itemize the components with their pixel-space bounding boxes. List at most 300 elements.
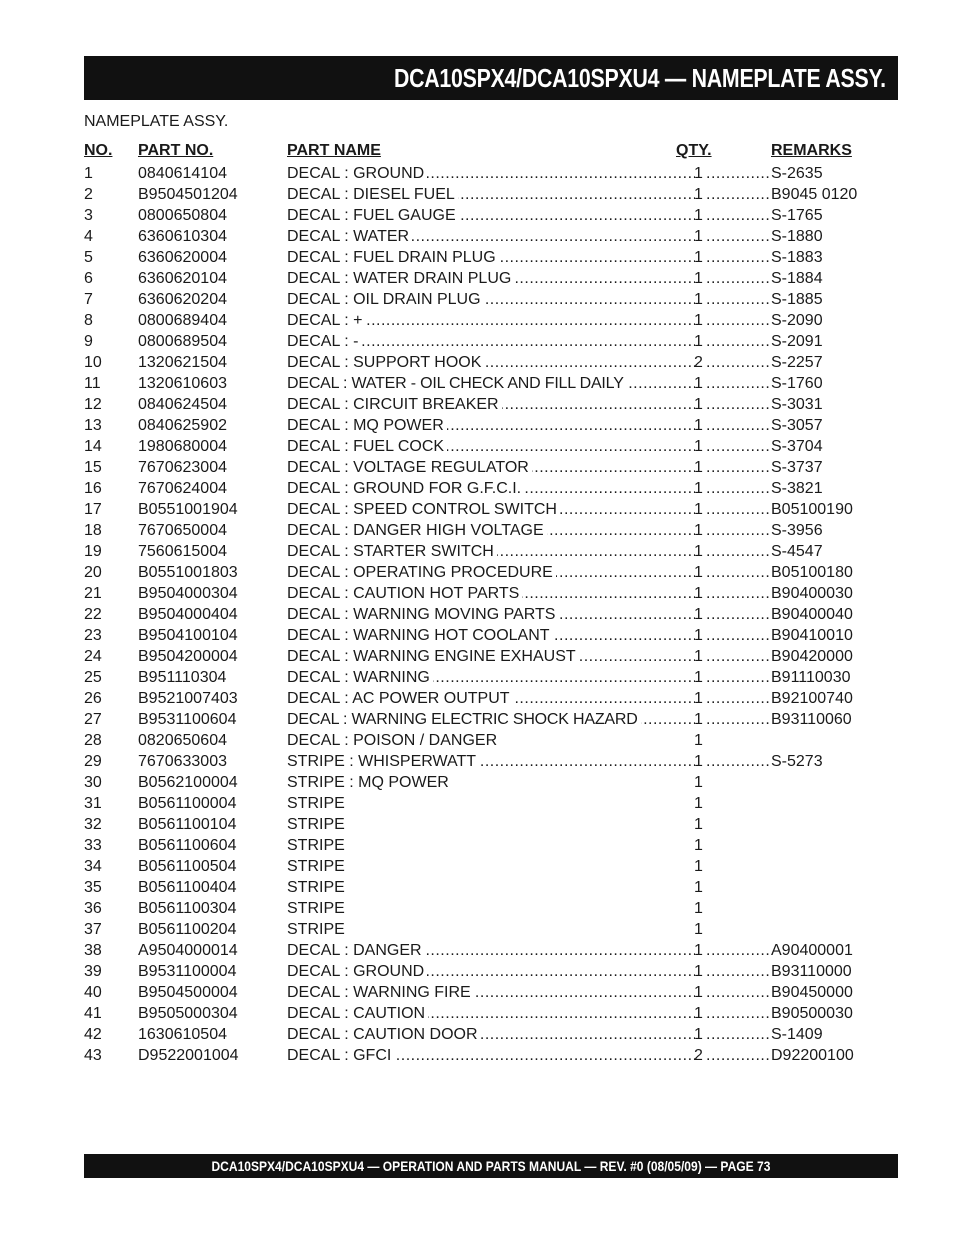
row-remarks: S-2091 (771, 333, 823, 350)
row-leader-dots (706, 415, 770, 436)
row-no: 32 (84, 816, 102, 833)
row-part-name (287, 814, 695, 835)
row-part-name (287, 457, 695, 478)
row-part-no: B0551001803 (138, 564, 238, 581)
table-row (84, 814, 884, 835)
row-part-name (287, 961, 695, 982)
row-leader-dots (706, 1024, 770, 1045)
row-part-name (287, 709, 695, 730)
row-part-name (287, 688, 695, 709)
parts-table-body (84, 163, 884, 1066)
row-no: 41 (84, 1005, 102, 1022)
row-part-name-text: DECAL : SPEED CONTROL SWITCH (287, 499, 560, 520)
row-part-name (287, 163, 695, 184)
row-qty: 1 (694, 732, 703, 749)
row-remarks: S-1885 (771, 291, 823, 308)
row-qty: 1 (694, 921, 703, 938)
row-remarks: B90400040 (771, 606, 853, 623)
row-qty: 1 (694, 753, 703, 770)
column-header-no: NO. (84, 142, 113, 159)
row-leader-dots (706, 373, 770, 394)
row-remarks: B05100190 (771, 501, 853, 518)
row-part-name-text: STRIPE (287, 814, 348, 835)
table-row (84, 184, 884, 205)
row-part-name-text: DECAL : WATER - OIL CHECK AND FILL DAILY (287, 373, 627, 394)
row-part-no: B0561100504 (138, 858, 237, 875)
row-no: 35 (84, 879, 102, 896)
row-leader-dots (706, 583, 770, 604)
row-part-no: B9504501204 (138, 186, 238, 203)
row-qty: 1 (694, 333, 703, 350)
row-part-name (287, 772, 695, 793)
row-qty: 1 (694, 858, 703, 875)
row-remarks: B9045 0120 (771, 186, 858, 203)
table-row (84, 394, 884, 415)
row-part-no: B9505000304 (138, 1005, 238, 1022)
row-part-name (287, 940, 695, 961)
row-part-name (287, 751, 695, 772)
row-part-no: 7560615004 (138, 543, 227, 560)
row-part-no: B9504100104 (138, 627, 238, 644)
row-remarks: S-1765 (771, 207, 823, 224)
row-part-no: B0561100204 (138, 921, 237, 938)
row-part-name-text: DECAL : MQ POWER (287, 415, 447, 436)
table-row (84, 982, 884, 1003)
row-qty: 1 (694, 774, 703, 791)
row-leader-dots (706, 478, 770, 499)
row-remarks: S-3737 (771, 459, 823, 476)
row-qty: 1 (694, 1005, 703, 1022)
row-part-name (287, 373, 695, 394)
row-part-name-text: DECAL : WARNING (287, 667, 433, 688)
table-row (84, 835, 884, 856)
row-remarks: S-5273 (771, 753, 823, 770)
row-part-name-text: DECAL : OPERATING PROCEDURE (287, 562, 556, 583)
row-part-name-text: DECAL : CAUTION DOOR (287, 1024, 481, 1045)
row-part-name (287, 793, 695, 814)
row-remarks: S-1760 (771, 375, 823, 392)
row-part-name-text: DECAL : GROUND (287, 163, 427, 184)
row-remarks: B90450000 (771, 984, 853, 1001)
row-remarks: B90410010 (771, 627, 853, 644)
row-qty: 1 (694, 438, 703, 455)
table-row (84, 772, 884, 793)
row-no: 5 (84, 249, 93, 266)
table-row (84, 520, 884, 541)
row-part-no: 1980680004 (138, 438, 227, 455)
table-row (84, 289, 884, 310)
row-no: 9 (84, 333, 93, 350)
row-leader-dots (706, 247, 770, 268)
row-no: 2 (84, 186, 93, 203)
table-row (84, 919, 884, 940)
row-no: 10 (84, 354, 102, 371)
row-no: 14 (84, 438, 102, 455)
table-row (84, 1045, 884, 1066)
row-part-name (287, 667, 695, 688)
row-remarks: B93110000 (771, 963, 852, 980)
table-row (84, 352, 884, 373)
row-qty: 1 (694, 480, 703, 497)
row-qty: 1 (694, 879, 703, 896)
parts-table (84, 140, 884, 1066)
row-no: 24 (84, 648, 102, 665)
row-qty: 1 (694, 249, 703, 266)
row-no: 11 (84, 375, 101, 392)
row-leader-dots (706, 205, 770, 226)
row-no: 18 (84, 522, 102, 539)
row-qty: 1 (694, 186, 703, 203)
row-part-name-text: DECAL : CAUTION HOT PARTS (287, 583, 522, 604)
row-part-no: 7670623004 (138, 459, 227, 476)
row-qty: 1 (694, 1026, 703, 1043)
row-part-name-text: DECAL : VOLTAGE REGULATOR (287, 457, 532, 478)
row-leader-dots (706, 331, 770, 352)
row-remarks: S-2635 (771, 165, 823, 182)
table-row (84, 163, 884, 184)
page-title-bar (84, 56, 898, 100)
row-leader-dots (706, 751, 770, 772)
row-part-no: B0561100104 (138, 816, 237, 833)
row-qty: 1 (694, 165, 703, 182)
row-part-no: B9531100604 (138, 711, 237, 728)
row-part-name-text: DECAL : WARNING HOT COOLANT (287, 625, 553, 646)
row-part-name-text: DECAL : DANGER HIGH VOLTAGE (287, 520, 547, 541)
row-part-name (287, 436, 695, 457)
section-label-text: NAMEPLATE ASSY. (84, 113, 229, 130)
row-part-name (287, 541, 695, 562)
row-part-name-text: STRIPE : MQ POWER (287, 772, 452, 793)
row-part-name-text: DECAL : WARNING ELECTRIC SHOCK HAZARD (287, 709, 641, 730)
row-qty: 1 (694, 522, 703, 539)
table-row (84, 436, 884, 457)
table-row (84, 793, 884, 814)
row-part-name-text: STRIPE (287, 793, 348, 814)
row-no: 1 (84, 165, 93, 182)
row-leader-dots (706, 163, 770, 184)
row-qty: 2 (694, 1047, 703, 1064)
row-part-no: B9504000304 (138, 585, 238, 602)
row-part-no: 0800689504 (138, 333, 227, 350)
table-row (84, 898, 884, 919)
row-qty: 1 (694, 459, 703, 476)
row-part-name (287, 331, 695, 352)
row-no: 12 (84, 396, 102, 413)
row-leader-dots (706, 667, 770, 688)
row-part-no: 0840624504 (138, 396, 227, 413)
row-leader-dots (706, 268, 770, 289)
row-remarks: S-3031 (771, 396, 823, 413)
column-header-qty: QTY. (676, 142, 712, 159)
row-part-name-text: DECAL : + (287, 310, 365, 331)
row-part-name (287, 625, 695, 646)
page-footer (84, 1154, 898, 1178)
row-qty: 1 (694, 606, 703, 623)
row-qty: 1 (694, 669, 703, 686)
row-part-name (287, 646, 695, 667)
row-part-name-text: DECAL : OIL DRAIN PLUG (287, 289, 484, 310)
row-part-name (287, 415, 695, 436)
row-part-no: D9522001004 (138, 1047, 239, 1064)
table-row (84, 751, 884, 772)
row-remarks: B90420000 (771, 648, 853, 665)
row-part-name (287, 268, 695, 289)
row-qty: 1 (694, 207, 703, 224)
row-remarks: B05100180 (771, 564, 853, 581)
row-leader-dots (706, 709, 770, 730)
row-part-name (287, 877, 695, 898)
table-row (84, 1003, 884, 1024)
row-remarks: S-3821 (771, 480, 823, 497)
table-row (84, 541, 884, 562)
row-part-no: B0561100304 (138, 900, 237, 917)
row-remarks: D92200100 (771, 1047, 854, 1064)
row-leader-dots (706, 394, 770, 415)
row-remarks: S-1409 (771, 1026, 823, 1043)
row-part-no: B9521007403 (138, 690, 238, 707)
row-part-name-text: DECAL : STARTER SWITCH (287, 541, 497, 562)
table-row (84, 226, 884, 247)
row-no: 20 (84, 564, 102, 581)
row-no: 22 (84, 606, 102, 623)
row-no: 8 (84, 312, 93, 329)
row-leader-dots (706, 310, 770, 331)
table-row (84, 268, 884, 289)
row-leader-dots (706, 982, 770, 1003)
row-no: 17 (84, 501, 102, 518)
table-row (84, 604, 884, 625)
column-header-remarks: REMARKS (771, 142, 852, 159)
row-part-name-text: DECAL : WARNING MOVING PARTS (287, 604, 558, 625)
row-part-name (287, 919, 695, 940)
row-qty: 1 (694, 837, 703, 854)
row-part-name-text: STRIPE (287, 856, 348, 877)
row-part-no: B951110304 (138, 669, 227, 686)
row-part-name (287, 835, 695, 856)
row-no: 7 (84, 291, 93, 308)
table-row (84, 205, 884, 226)
row-part-name (287, 205, 695, 226)
row-part-name (287, 898, 695, 919)
row-no: 31 (84, 795, 102, 812)
parts-table-header (84, 140, 884, 163)
row-part-no: 7670650004 (138, 522, 227, 539)
row-leader-dots (706, 436, 770, 457)
table-row (84, 940, 884, 961)
row-remarks: B90500030 (771, 1005, 853, 1022)
row-part-no: 1320610603 (138, 375, 227, 392)
row-qty: 1 (694, 228, 703, 245)
row-part-name-text: STRIPE (287, 919, 348, 940)
table-row (84, 331, 884, 352)
row-qty: 1 (694, 375, 703, 392)
table-row (84, 730, 884, 751)
row-part-name (287, 226, 695, 247)
row-no: 6 (84, 270, 93, 287)
row-leader-dots (706, 457, 770, 478)
row-no: 37 (84, 921, 102, 938)
row-part-name-text: DECAL : WARNING FIRE (287, 982, 474, 1003)
row-remarks: S-3704 (771, 438, 823, 455)
row-part-name-text: DECAL : GFCI (287, 1045, 394, 1066)
row-qty: 1 (694, 984, 703, 1001)
row-part-name (287, 1024, 695, 1045)
row-qty: 1 (694, 396, 703, 413)
row-leader-dots (706, 226, 770, 247)
row-part-name-text: DECAL : WATER DRAIN PLUG (287, 268, 514, 289)
row-leader-dots (706, 541, 770, 562)
row-leader-dots (706, 352, 770, 373)
row-leader-dots (706, 1003, 770, 1024)
row-no: 38 (84, 942, 102, 959)
row-no: 36 (84, 900, 102, 917)
row-no: 23 (84, 627, 102, 644)
row-part-name-text: DECAL : CAUTION (287, 1003, 428, 1024)
row-remarks: S-1880 (771, 228, 823, 245)
column-header-part-no: PART NO. (138, 142, 214, 159)
row-part-no: 1630610504 (138, 1026, 227, 1043)
row-part-name-text: DECAL : SUPPORT HOOK (287, 352, 484, 373)
row-leader-dots (706, 184, 770, 205)
table-row (84, 856, 884, 877)
table-row (84, 1024, 884, 1045)
row-part-no: B0561100404 (138, 879, 237, 896)
row-part-no: B0561100604 (138, 837, 237, 854)
row-no: 15 (84, 459, 102, 476)
table-row (84, 625, 884, 646)
row-part-no: 6360620204 (138, 291, 227, 308)
row-part-name-text: DECAL : GROUND FOR G.F.C.I. (287, 478, 524, 499)
table-row (84, 646, 884, 667)
row-part-no: B9504000404 (138, 606, 238, 623)
row-no: 21 (84, 585, 102, 602)
row-qty: 1 (694, 501, 703, 518)
row-part-no: 0840614104 (138, 165, 227, 182)
row-part-no: 0820650604 (138, 732, 227, 749)
row-part-no: A9504000014 (138, 942, 238, 959)
row-leader-dots (706, 520, 770, 541)
row-part-name (287, 730, 695, 751)
row-qty: 1 (694, 711, 703, 728)
row-qty: 1 (694, 690, 703, 707)
row-no: 29 (84, 753, 102, 770)
row-part-no: B9531100004 (138, 963, 237, 980)
row-part-name-text: DECAL : FUEL COCK (287, 436, 447, 457)
row-leader-dots (706, 562, 770, 583)
table-row (84, 877, 884, 898)
row-part-no: 0840625902 (138, 417, 227, 434)
row-qty: 2 (694, 354, 703, 371)
row-part-no: B9504200004 (138, 648, 238, 665)
row-part-name-text: DECAL : CIRCUIT BREAKER (287, 394, 502, 415)
row-remarks: S-1884 (771, 270, 823, 287)
row-qty: 1 (694, 543, 703, 560)
row-no: 27 (84, 711, 102, 728)
row-qty: 1 (694, 585, 703, 602)
row-part-name-text: DECAL : DIESEL FUEL (287, 184, 458, 205)
row-part-name (287, 247, 695, 268)
row-leader-dots (706, 646, 770, 667)
row-qty: 1 (694, 963, 703, 980)
table-row (84, 415, 884, 436)
row-remarks: S-2090 (771, 312, 823, 329)
row-part-no: B0561100004 (138, 795, 237, 812)
row-qty: 1 (694, 900, 703, 917)
row-leader-dots (706, 1045, 770, 1066)
table-row (84, 310, 884, 331)
row-qty: 1 (694, 270, 703, 287)
row-no: 40 (84, 984, 102, 1001)
row-qty: 1 (694, 816, 703, 833)
row-no: 33 (84, 837, 102, 854)
row-part-no: B0551001904 (138, 501, 238, 518)
table-row (84, 709, 884, 730)
row-part-no: 6360620104 (138, 270, 227, 287)
row-qty: 1 (694, 942, 703, 959)
row-no: 42 (84, 1026, 102, 1043)
row-part-no: 0800650804 (138, 207, 227, 224)
row-part-name (287, 478, 695, 499)
row-leader-dots (706, 688, 770, 709)
row-part-no: 0800689404 (138, 312, 227, 329)
row-remarks: S-4547 (771, 543, 823, 560)
row-part-name (287, 1003, 695, 1024)
table-row (84, 667, 884, 688)
row-remarks: B92100740 (771, 690, 853, 707)
row-part-no: B0562100004 (138, 774, 238, 791)
row-remarks: S-3057 (771, 417, 823, 434)
row-part-name-text: DECAL : - (287, 331, 361, 352)
row-part-name (287, 184, 695, 205)
table-row (84, 499, 884, 520)
row-part-name (287, 520, 695, 541)
row-no: 26 (84, 690, 102, 707)
row-qty: 1 (694, 312, 703, 329)
row-qty: 1 (694, 648, 703, 665)
row-leader-dots (706, 289, 770, 310)
row-leader-dots (706, 604, 770, 625)
row-part-name (287, 394, 695, 415)
row-part-name (287, 499, 695, 520)
row-part-name-text: DECAL : DANGER (287, 940, 425, 961)
row-part-name-text: STRIPE : WHISPERWATT (287, 751, 479, 772)
row-part-name-text: STRIPE (287, 877, 348, 898)
row-part-name-text: DECAL : AC POWER OUTPUT (287, 688, 513, 709)
row-no: 30 (84, 774, 102, 791)
row-remarks: A90400001 (771, 942, 853, 959)
table-row (84, 478, 884, 499)
row-remarks: S-3956 (771, 522, 823, 539)
row-part-name-text: STRIPE (287, 898, 348, 919)
row-remarks: S-2257 (771, 354, 823, 371)
section-label (84, 112, 228, 132)
row-part-no: 6360620004 (138, 249, 227, 266)
row-no: 16 (84, 480, 102, 497)
table-row (84, 688, 884, 709)
page-title: DCA10SPX4/DCA10SPXU4 — NAMEPLATE ASSY. (394, 63, 886, 93)
row-qty: 1 (694, 627, 703, 644)
row-remarks: B90400030 (771, 585, 853, 602)
row-part-name-text: DECAL : FUEL GAUGE (287, 205, 459, 226)
row-part-name (287, 310, 695, 331)
table-row (84, 457, 884, 478)
row-qty: 1 (694, 291, 703, 308)
row-leader-dots (706, 940, 770, 961)
row-part-no: 7670624004 (138, 480, 227, 497)
row-part-name (287, 562, 695, 583)
row-no: 4 (84, 228, 93, 245)
row-part-no: B9504500004 (138, 984, 238, 1001)
